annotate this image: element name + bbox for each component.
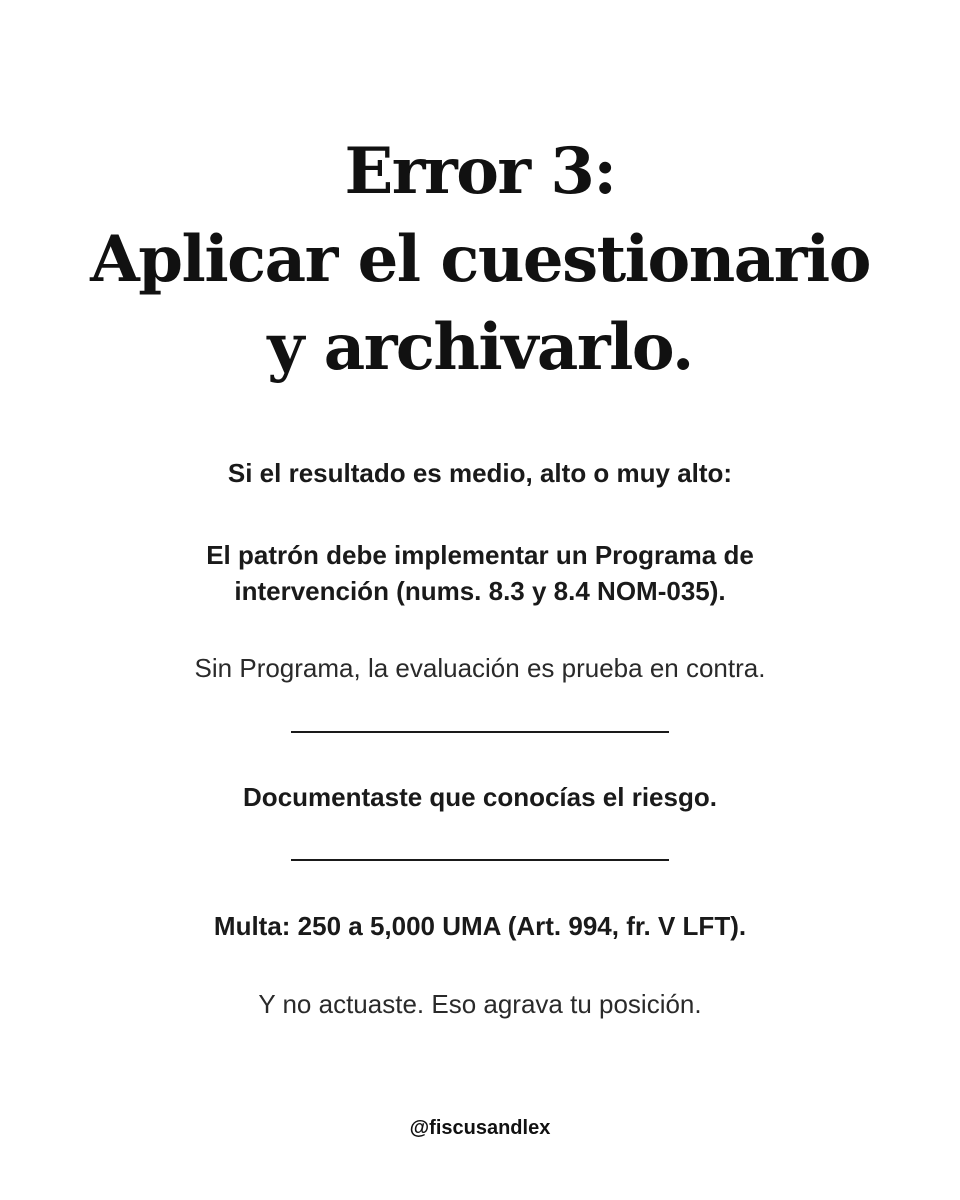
closing-text: Y no actuaste. Eso agrava tu posición. [258,989,702,1019]
obligation-text [80,537,880,609]
fine-text: Multa: 250 a 5,000 UMA (Art. 994, fr. V LFT). [213,911,747,941]
obligation-line-1: El patrón debe implementar un Programa de [206,540,754,570]
social-handle: @fiscusandlex [409,1117,551,1139]
divider-top [291,731,669,733]
documented-text: Documentaste que conocías el riesgo. [243,782,717,812]
condition-text: Si el resultado es medio, alto o muy alto: [227,458,733,488]
title-line-3: y archivarlo. [267,310,693,385]
title-line-1: Error 3: [344,134,616,209]
consequence-text: Sin Programa, la evaluación es prueba en contra. [194,653,766,683]
divider-bottom [291,859,669,861]
page-title [0,128,960,392]
title-line-2: Aplicar el cuestionario [90,222,870,297]
obligation-line-2: intervención (nums. 8.3 y 8.4 NOM-035). [234,576,726,606]
